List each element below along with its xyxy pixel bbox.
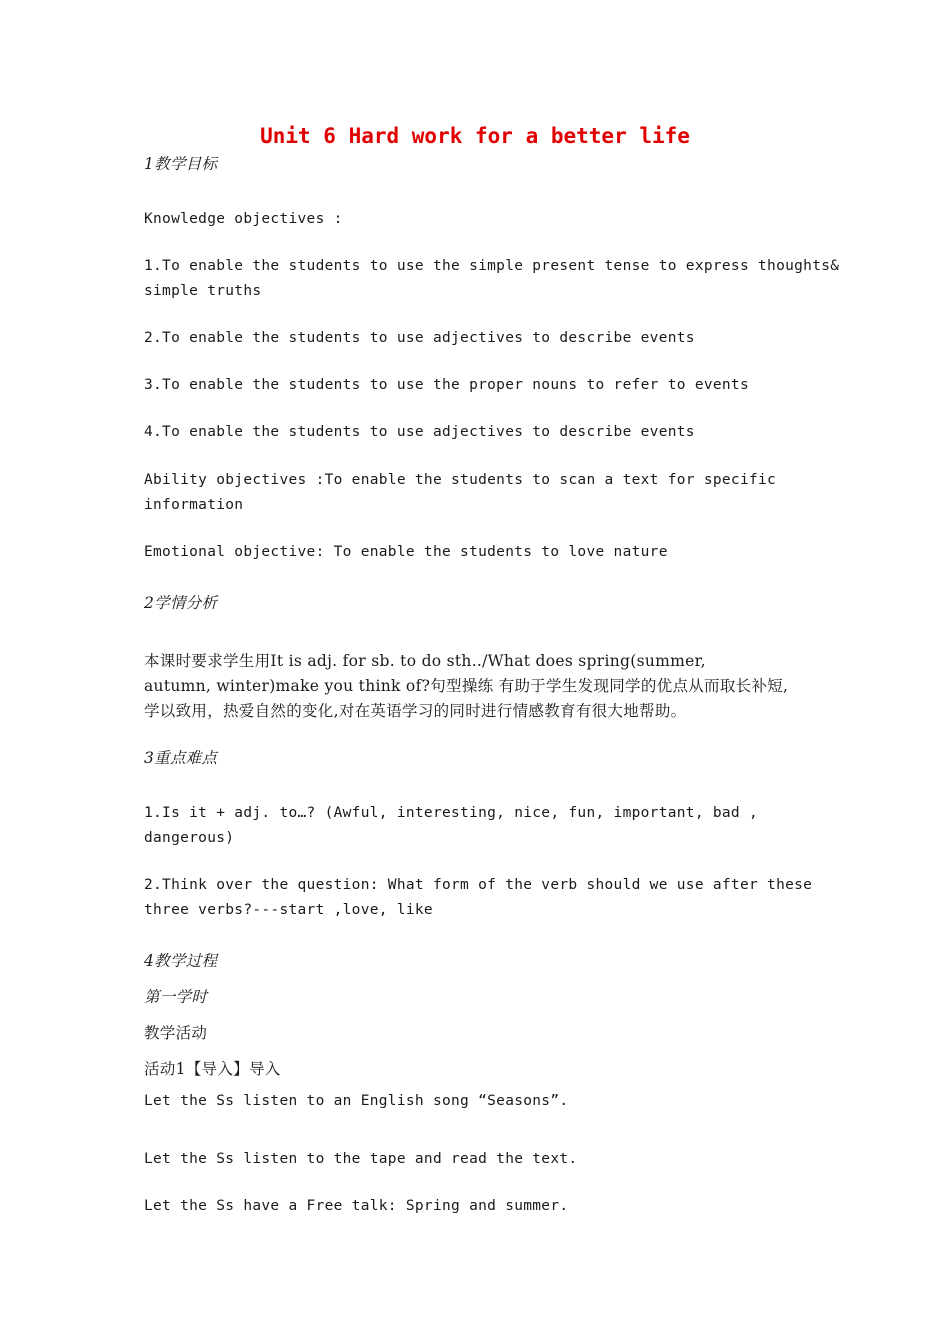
key-point-2-line-1: 2.Think over the question: What form of the verb should we use after these xyxy=(144,877,813,893)
knowledge-objective-2: 2.To enable the students to use adjectives to describe events xyxy=(144,330,695,346)
analysis-paragraph-line-3: 学以致用，热爱自然的变化,对在英语学习的同时进行情感教育有很大地帮助。 xyxy=(144,702,687,720)
section-heading-objectives: 1教学目标 xyxy=(144,155,218,173)
activity-1-step-3: Let the Ss have a Free talk: Spring and summer. xyxy=(144,1198,569,1214)
activity-1-step-1: Let the Ss listen to an English song “Seasons”. xyxy=(144,1093,569,1109)
ability-objectives-line-2: information xyxy=(144,497,244,513)
section-heading-process: 4教学过程 xyxy=(144,952,218,970)
knowledge-objective-3: 3.To enable the students to use the proper nouns to refer to events xyxy=(144,377,749,393)
document-title: Unit 6 Hard work for a better life xyxy=(260,124,690,148)
analysis-paragraph-line-1: 本课时要求学生用It is adj. for sb. to do sth../What does spring(summer, xyxy=(144,652,706,670)
knowledge-objective-4: 4.To enable the students to use adjectives to describe events xyxy=(144,424,695,440)
key-point-1-line-2: dangerous) xyxy=(144,830,235,846)
knowledge-objective-1-line-2: simple truths xyxy=(144,283,262,299)
lesson-1-heading: 第一学时 xyxy=(144,988,208,1006)
activity-1-step-2: Let the Ss listen to the tape and read the text. xyxy=(144,1151,578,1167)
section-heading-analysis: 2学情分析 xyxy=(144,594,218,612)
key-point-2-line-2: three verbs?---start ,love, like xyxy=(144,902,433,918)
knowledge-objectives-label: Knowledge objectives : xyxy=(144,211,343,227)
key-point-1-line-1: 1.Is it + adj. to…? (Awful, interesting, nice, fun, important, bad , xyxy=(144,805,759,821)
knowledge-objective-1-line-1: 1.To enable the students to use the simple present tense to express thoughts& xyxy=(144,258,840,274)
section-heading-key-points: 3重点难点 xyxy=(144,749,218,767)
teaching-activities-label: 教学活动 xyxy=(144,1024,208,1042)
ability-objectives-line-1: Ability objectives :To enable the students to scan a text for specific xyxy=(144,472,777,488)
emotional-objective: Emotional objective: To enable the students to love nature xyxy=(144,544,668,560)
activity-1-heading: 活动1【导入】导入 xyxy=(144,1060,281,1078)
analysis-paragraph-line-2: autumn, winter)make you think of?句型操练 有助于学生发现同学的优点从而取长补短, xyxy=(144,677,789,695)
